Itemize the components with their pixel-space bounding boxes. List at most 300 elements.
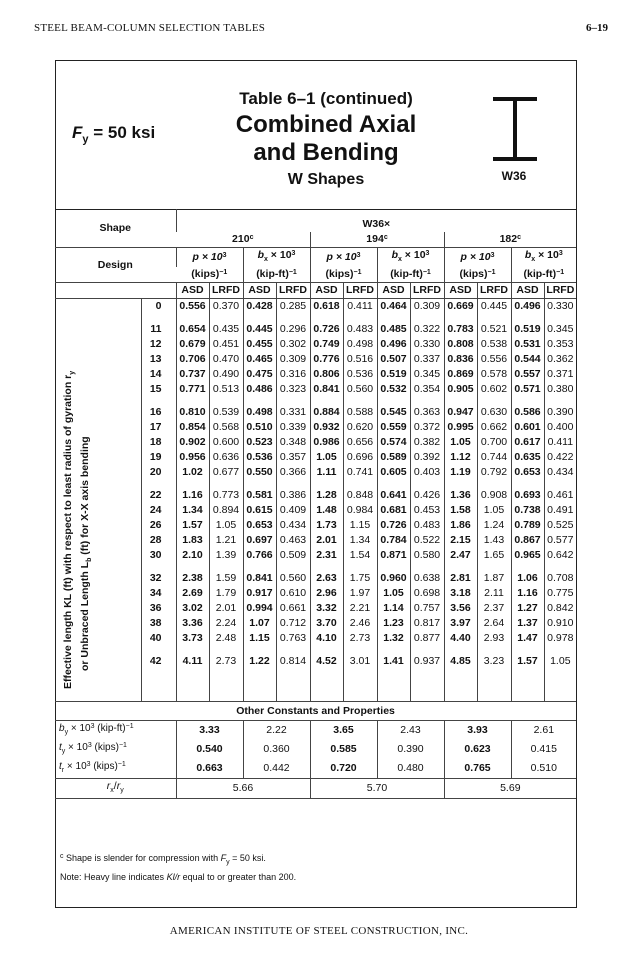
constant-unit: (kip-ft)	[94, 723, 126, 735]
table-cell: 0.932	[310, 420, 343, 435]
gap-cell	[544, 685, 576, 693]
gap-cell	[410, 669, 444, 677]
gap-cell	[477, 314, 511, 322]
table-cell: 0.947	[444, 405, 477, 420]
table-cell: 0.309	[276, 352, 310, 367]
gap-cell	[511, 314, 544, 322]
gap-cell	[276, 685, 310, 693]
table-row	[55, 299, 576, 315]
table-cell: 0.814	[276, 654, 310, 669]
table-cell: 0.877	[410, 631, 444, 646]
gap-cell	[444, 397, 477, 405]
unit-kip-ft	[511, 267, 576, 283]
gap-cell	[410, 693, 444, 702]
table-cell: 0.464	[377, 299, 410, 315]
unit-text: (kip-ft)	[256, 268, 289, 281]
table-row	[55, 571, 576, 586]
lrfd-header: LRFD	[276, 283, 310, 299]
table-cell: 0.357	[276, 450, 310, 465]
table-cell: 1.83	[176, 533, 209, 548]
table-cell: 1.28	[310, 488, 343, 503]
table-cell: 1.34	[343, 533, 377, 548]
gap-cell	[444, 563, 477, 571]
table-cell: 1.48	[310, 503, 343, 518]
gap-cell	[141, 646, 176, 654]
table-cell: 0.697	[243, 533, 276, 548]
gap-cell	[410, 685, 444, 693]
table-cell: 0.539	[209, 405, 243, 420]
table-cell: 0.337	[410, 352, 444, 367]
table-cell: 0.869	[444, 367, 477, 382]
yield-strength-label	[72, 123, 155, 145]
table-cell: 1.15	[243, 631, 276, 646]
p-exponent: 3	[222, 252, 227, 260]
table-cell: 0.409	[276, 503, 310, 518]
table-cell: 2.63	[310, 571, 343, 586]
row-gap	[55, 397, 576, 405]
table-cell: 0.463	[276, 533, 310, 548]
table-cell: 1.05	[310, 450, 343, 465]
table-cell: 0.519	[511, 322, 544, 337]
gap-cell	[511, 669, 544, 677]
table-cell: 0.483	[343, 322, 377, 337]
table-cell: 4.52	[310, 654, 343, 669]
axis-label-line1-sub: y	[69, 370, 77, 375]
gap-cell	[410, 677, 444, 685]
note-text: Note: Heavy line indicates	[60, 871, 167, 882]
gap-cell	[55, 693, 141, 702]
table-cell: 0.400	[544, 420, 576, 435]
length-value: 24	[141, 503, 176, 518]
table-cell: 2.47	[444, 548, 477, 563]
table-cell: 0.696	[343, 450, 377, 465]
table-cell: 0.744	[477, 450, 511, 465]
gap-cell	[243, 677, 276, 685]
gap-cell	[511, 563, 544, 571]
gap-cell	[243, 685, 276, 693]
constant-value: 2.61	[511, 721, 576, 741]
axis-label-cell	[55, 322, 141, 337]
unit-exponent: −1	[422, 269, 431, 277]
table-cell: 0.519	[377, 367, 410, 382]
table-cell: 1.12	[444, 450, 477, 465]
table-cell: 2.64	[477, 616, 511, 631]
table-cell: 0.738	[511, 503, 544, 518]
table-cell: 1.73	[310, 518, 343, 533]
page-footer: AMERICAN INSTITUTE OF STEEL CONSTRUCTION, INC.	[169, 925, 469, 937]
table-cell: 0.560	[343, 382, 377, 397]
table-cell: 0.445	[243, 322, 276, 337]
table-cell: 0.392	[410, 450, 444, 465]
table-cell: 0.810	[176, 405, 209, 420]
axis-label-line2-sub: b	[86, 557, 94, 562]
footnote-mark: c	[60, 853, 64, 860]
constant-value: 3.65	[310, 721, 377, 741]
table-cell: 0.513	[209, 382, 243, 397]
table-cell: 0.884	[310, 405, 343, 420]
table-cell: 0.630	[477, 405, 511, 420]
table-head	[55, 209, 576, 299]
gap-cell	[243, 480, 276, 488]
table-cell: 0.523	[243, 435, 276, 450]
gap-cell	[343, 646, 377, 654]
table-cell: 0.581	[243, 488, 276, 503]
table-cell: 0.726	[310, 322, 343, 337]
table-cell: 0.600	[209, 435, 243, 450]
table-cell: 1.21	[209, 533, 243, 548]
table-cell: 1.54	[343, 548, 377, 563]
length-value: 19	[141, 450, 176, 465]
table-cell: 0.984	[343, 503, 377, 518]
table-cell: 0.615	[243, 503, 276, 518]
table-cell: 0.521	[477, 322, 511, 337]
table-cell: 0.532	[377, 382, 410, 397]
method-row-spacer	[55, 283, 176, 299]
gap-cell	[141, 314, 176, 322]
gap-cell	[343, 677, 377, 685]
unit-exponent: −1	[353, 269, 362, 277]
table-cell: 1.14	[377, 601, 410, 616]
unit-text: (kips)	[325, 268, 354, 281]
table-cell: 1.02	[176, 465, 209, 480]
axis-p-header	[444, 248, 511, 268]
table-cell: 0.737	[176, 367, 209, 382]
table-cell: 2.73	[209, 654, 243, 669]
gap-cell	[477, 669, 511, 677]
table-cell: 0.586	[511, 405, 544, 420]
weight-value: 182	[499, 233, 518, 245]
gap-cell	[176, 685, 209, 693]
gap-cell	[377, 480, 410, 488]
constant-value: 0.390	[377, 740, 444, 759]
table-cell: 1.22	[243, 654, 276, 669]
lrfd-header: LRFD	[410, 283, 444, 299]
table-cell: 1.27	[511, 601, 544, 616]
constant-exponent: 3	[90, 723, 95, 731]
constant-symbol: b	[59, 723, 65, 735]
lrfd-header: LRFD	[209, 283, 243, 299]
gap-cell	[343, 480, 377, 488]
ratio-value: 5.70	[310, 779, 444, 799]
table-cell: 0.426	[410, 488, 444, 503]
table-cell: 0.525	[544, 518, 576, 533]
constant-value: 0.765	[444, 759, 511, 779]
constants-body	[55, 702, 576, 806]
table-cell: 1.11	[310, 465, 343, 480]
table-cell: 0.602	[477, 382, 511, 397]
table-cell: 3.18	[444, 586, 477, 601]
gap-cell	[209, 693, 243, 702]
row-gap	[55, 314, 576, 322]
table-row	[55, 518, 576, 533]
fy-value: = 50 ksi	[93, 123, 156, 142]
table-cell: 0.871	[377, 548, 410, 563]
length-value: 34	[141, 586, 176, 601]
table-cell: 0.371	[544, 367, 576, 382]
constant-value: 2.22	[243, 721, 310, 741]
table-row	[55, 548, 576, 563]
table-cell: 0.902	[176, 435, 209, 450]
table-cell: 0.588	[343, 405, 377, 420]
table-cell: 0.411	[343, 299, 377, 315]
lrfd-header: LRFD	[477, 283, 511, 299]
constant-value: 0.480	[377, 759, 444, 779]
asd-header: ASD	[511, 283, 544, 299]
p-symbol: p × 10	[460, 251, 491, 264]
table-row	[55, 337, 576, 352]
table-cell: 0.656	[343, 435, 377, 450]
selection-table	[55, 209, 576, 805]
table-cell: 0.411	[544, 435, 576, 450]
table-cell: 0.712	[276, 616, 310, 631]
table-cell: 1.59	[209, 571, 243, 586]
gap-cell	[141, 677, 176, 685]
table-cell: 0.475	[243, 367, 276, 382]
table-cell: 0.285	[276, 299, 310, 315]
table-cell: 0.550	[243, 465, 276, 480]
table-cell: 1.47	[511, 631, 544, 646]
table-cell: 0.636	[209, 450, 243, 465]
b-multiplier: × 10	[401, 249, 426, 261]
table-cell: 0.965	[511, 548, 544, 563]
table-cell: 0.465	[243, 352, 276, 367]
gap-cell	[444, 480, 477, 488]
gap-cell	[209, 397, 243, 405]
ratio-value: 5.66	[176, 779, 310, 799]
ratio-r: r	[106, 780, 111, 793]
table-row	[55, 616, 576, 631]
gap-cell	[444, 693, 477, 702]
gap-cell	[444, 314, 477, 322]
table-cell: 4.11	[176, 654, 209, 669]
gap-cell	[343, 685, 377, 693]
ratio-spacer-cell	[55, 799, 576, 806]
table-cell: 0.700	[477, 435, 511, 450]
table-cell: 0.641	[377, 488, 410, 503]
table-cell: 0.937	[410, 654, 444, 669]
gap-cell	[343, 669, 377, 677]
table-cell: 0.669	[444, 299, 477, 315]
table-cell: 0.994	[243, 601, 276, 616]
table-cell: 0.451	[209, 337, 243, 352]
table-cell: 0.776	[310, 352, 343, 367]
table-cell: 3.32	[310, 601, 343, 616]
unit-kips	[176, 267, 243, 283]
length-value: 12	[141, 337, 176, 352]
unit-exponent: −1	[219, 269, 228, 277]
weight-header	[444, 232, 576, 248]
table-row	[55, 382, 576, 397]
gap-cell	[477, 693, 511, 702]
table-cell: 2.21	[343, 601, 377, 616]
unit-kip-ft	[377, 267, 444, 283]
constant-multiplier: × 10	[68, 723, 91, 735]
table-cell: 0.905	[444, 382, 477, 397]
axis-label-line2-rest: (ft) for X-X axis bending	[79, 435, 92, 558]
gap-cell	[544, 397, 576, 405]
gap-cell	[511, 646, 544, 654]
gap-cell	[343, 314, 377, 322]
gap-cell	[310, 669, 343, 677]
weight-footnote-mark: c	[383, 234, 388, 241]
ratio-slash: /	[113, 780, 117, 793]
table-cell: 0.910	[544, 616, 576, 631]
table-row	[55, 450, 576, 465]
constant-unit-exponent: −1	[117, 761, 126, 769]
constant-subscript: y	[64, 729, 69, 737]
gap-cell	[477, 677, 511, 685]
table-cell: 1.41	[377, 654, 410, 669]
footnote-text: Shape is slender for compression with	[63, 853, 221, 863]
bending-b-header	[377, 248, 444, 268]
constant-value: 0.623	[444, 740, 511, 759]
axis-label-line2	[79, 370, 96, 688]
table-cell: 1.58	[444, 503, 477, 518]
gap-cell	[410, 563, 444, 571]
table-cell: 1.05	[477, 503, 511, 518]
gap-cell	[276, 480, 310, 488]
table-row	[55, 601, 576, 616]
table-cell: 0.806	[310, 367, 343, 382]
p-symbol: p × 10	[326, 251, 357, 264]
table-cell: 0.741	[343, 465, 377, 480]
constants-title-row	[55, 702, 576, 721]
table-cell: 1.36	[444, 488, 477, 503]
length-value: 13	[141, 352, 176, 367]
table-cell: 0.422	[544, 450, 576, 465]
table-cell: 0.509	[276, 548, 310, 563]
table-cell: 0.706	[176, 352, 209, 367]
table-cell: 1.65	[477, 548, 511, 563]
table-cell: 0.653	[511, 465, 544, 480]
table-cell: 0.571	[511, 382, 544, 397]
table-cell: 0.578	[477, 367, 511, 382]
gap-cell	[377, 677, 410, 685]
b-subscript: x	[531, 256, 536, 264]
gap-cell	[410, 314, 444, 322]
constant-value: 3.33	[176, 721, 243, 741]
length-value: 16	[141, 405, 176, 420]
gap-cell	[410, 397, 444, 405]
unit-exponent: −1	[556, 269, 565, 277]
table-cell: 0.309	[410, 299, 444, 315]
table-cell: 1.15	[343, 518, 377, 533]
gap-cell	[276, 693, 310, 702]
gap-cell	[276, 563, 310, 571]
table-cell: 2.37	[477, 601, 511, 616]
table-cell: 0.557	[511, 367, 544, 382]
table-cell: 0.470	[209, 352, 243, 367]
table-cell: 1.75	[343, 571, 377, 586]
b-symbol: b	[257, 249, 264, 261]
table-subtitle: W Shapes	[287, 171, 365, 188]
asd-header: ASD	[176, 283, 209, 299]
table-frame	[55, 60, 577, 908]
ratio-spacer	[55, 799, 576, 806]
row-gap	[55, 669, 576, 677]
table-cell: 2.93	[477, 631, 511, 646]
table-cell: 1.05	[209, 518, 243, 533]
table-cell: 0.601	[511, 420, 544, 435]
table-cell: 0.642	[544, 548, 576, 563]
weight-header	[310, 232, 444, 248]
constant-exponent: 3	[87, 742, 92, 750]
gap-cell	[377, 314, 410, 322]
table-cell: 0.605	[377, 465, 410, 480]
table-cell: 2.15	[444, 533, 477, 548]
gap-cell	[310, 563, 343, 571]
row-gap	[55, 646, 576, 654]
table-cell: 0.345	[410, 367, 444, 382]
footnote-text-end: = 50 ksi.	[229, 853, 266, 863]
table-cell: 0.403	[410, 465, 444, 480]
constant-value: 0.585	[310, 740, 377, 759]
table-cell: 0.331	[276, 405, 310, 420]
gap-cell	[209, 480, 243, 488]
weight-header	[176, 232, 310, 248]
row-gap	[55, 677, 576, 685]
table-cell: 0.698	[410, 586, 444, 601]
constant-unit: (kips)	[91, 742, 119, 754]
b-exponent: 3	[425, 250, 430, 257]
length-value: 18	[141, 435, 176, 450]
length-value: 32	[141, 571, 176, 586]
gap-cell	[209, 685, 243, 693]
page-header-title: STEEL BEAM-COLUMN SELECTION TABLES	[34, 22, 266, 34]
ratio-y: y	[120, 787, 124, 795]
table-cell: 0.848	[343, 488, 377, 503]
gap-cell	[377, 646, 410, 654]
axis-label-line1	[62, 370, 79, 688]
gap-cell	[544, 646, 576, 654]
p-exponent: 3	[490, 252, 495, 260]
gap-cell	[444, 685, 477, 693]
table-cell: 0.556	[176, 299, 209, 315]
table-cell: 0.995	[444, 420, 477, 435]
gap-cell	[544, 669, 576, 677]
table-cell: 1.05	[377, 586, 410, 601]
gap-cell	[310, 480, 343, 488]
constant-symbol: t	[59, 761, 62, 773]
table-cell: 1.06	[511, 571, 544, 586]
asd-header: ASD	[243, 283, 276, 299]
table-row	[55, 405, 576, 420]
constant-label	[55, 759, 176, 779]
table-cell: 0.842	[544, 601, 576, 616]
length-value: 30	[141, 548, 176, 563]
table-cell: 0.485	[377, 322, 410, 337]
b-exponent: 3	[558, 250, 563, 257]
table-cell: 0.491	[544, 503, 576, 518]
table-row	[55, 586, 576, 601]
footnote-heavy-line	[60, 870, 296, 885]
gap-cell	[477, 563, 511, 571]
table-cell: 1.79	[209, 586, 243, 601]
gap-cell	[377, 669, 410, 677]
table-cell: 0.382	[410, 435, 444, 450]
gap-cell	[310, 397, 343, 405]
gap-cell	[511, 685, 544, 693]
gap-cell	[276, 669, 310, 677]
table-cell: 0.908	[477, 488, 511, 503]
length-value: 15	[141, 382, 176, 397]
note-slenderness: Kl/r	[166, 871, 181, 882]
asd-header: ASD	[310, 283, 343, 299]
table-cell: 0.789	[511, 518, 544, 533]
gap-cell	[310, 646, 343, 654]
footnote-fy-sub: y	[226, 858, 230, 866]
table-cell: 3.36	[176, 616, 209, 631]
